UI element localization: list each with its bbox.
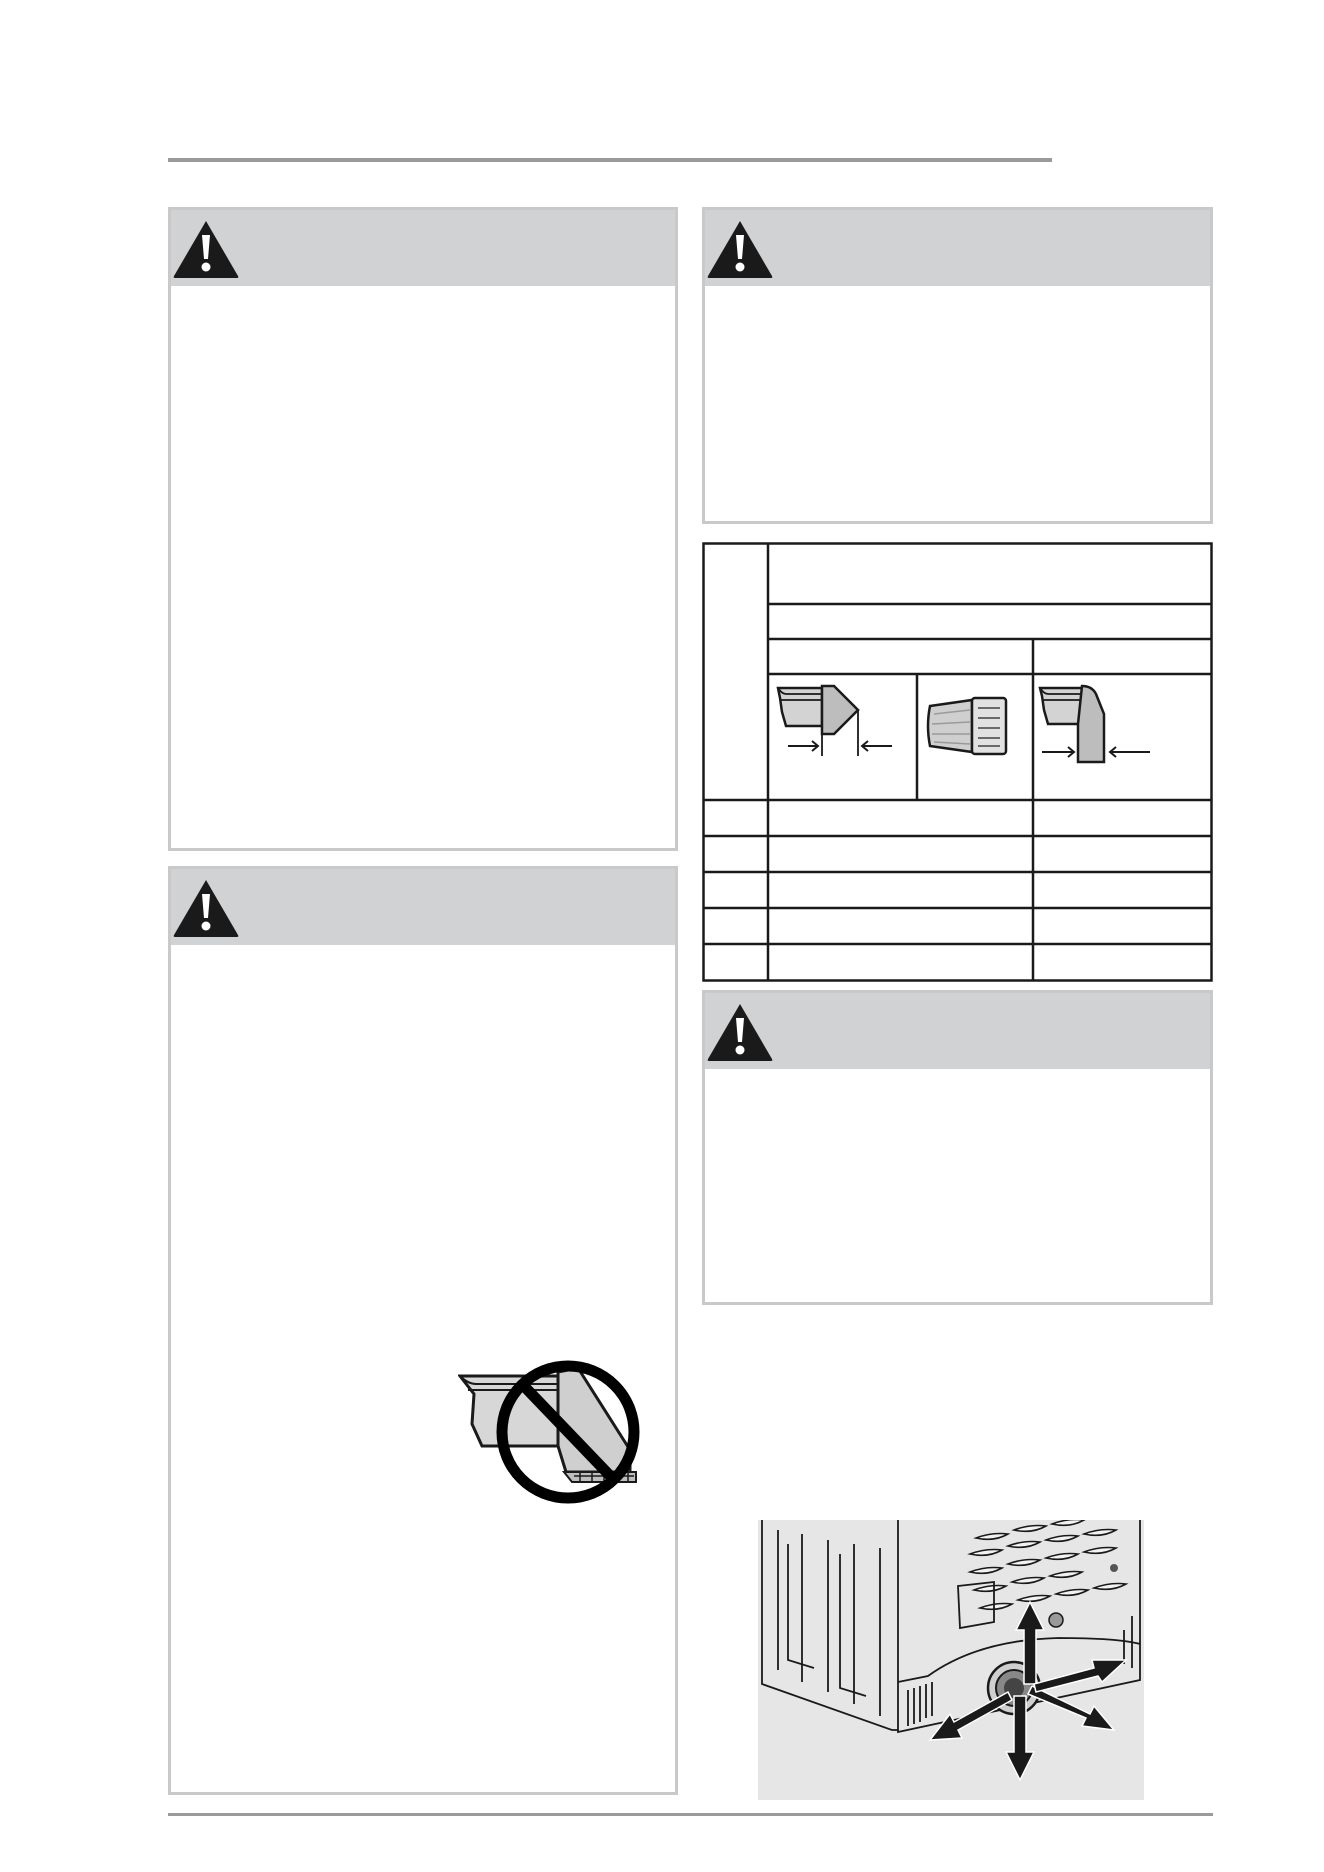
- warning-panel-right-bottom: [702, 990, 1213, 1305]
- dryer-exhaust-directions-illustration: [758, 1520, 1144, 1800]
- warning-panel-left-top: [168, 207, 678, 851]
- footer-rule: [168, 1813, 1213, 1816]
- warning-panel-left-bottom: [168, 866, 678, 1795]
- header-rule: [168, 158, 1052, 162]
- warning-triangle-icon: [705, 218, 775, 280]
- warning-panel-right-top: [702, 207, 1213, 524]
- warning-panel-header: [171, 210, 675, 286]
- angled-hood-icon: [1036, 684, 1158, 764]
- warning-triangle-icon: [705, 1001, 775, 1063]
- warning-triangle-icon: [171, 877, 241, 939]
- warning-panel-header: [705, 993, 1210, 1069]
- warning-triangle-icon: [171, 218, 241, 280]
- warning-panel-header: [705, 210, 1210, 286]
- louvered-hood-icon: [774, 684, 898, 760]
- warning-panel-header: [171, 869, 675, 945]
- prohibited-vent-hood-icon: [458, 1354, 652, 1506]
- box-hood-icon: [924, 696, 1010, 756]
